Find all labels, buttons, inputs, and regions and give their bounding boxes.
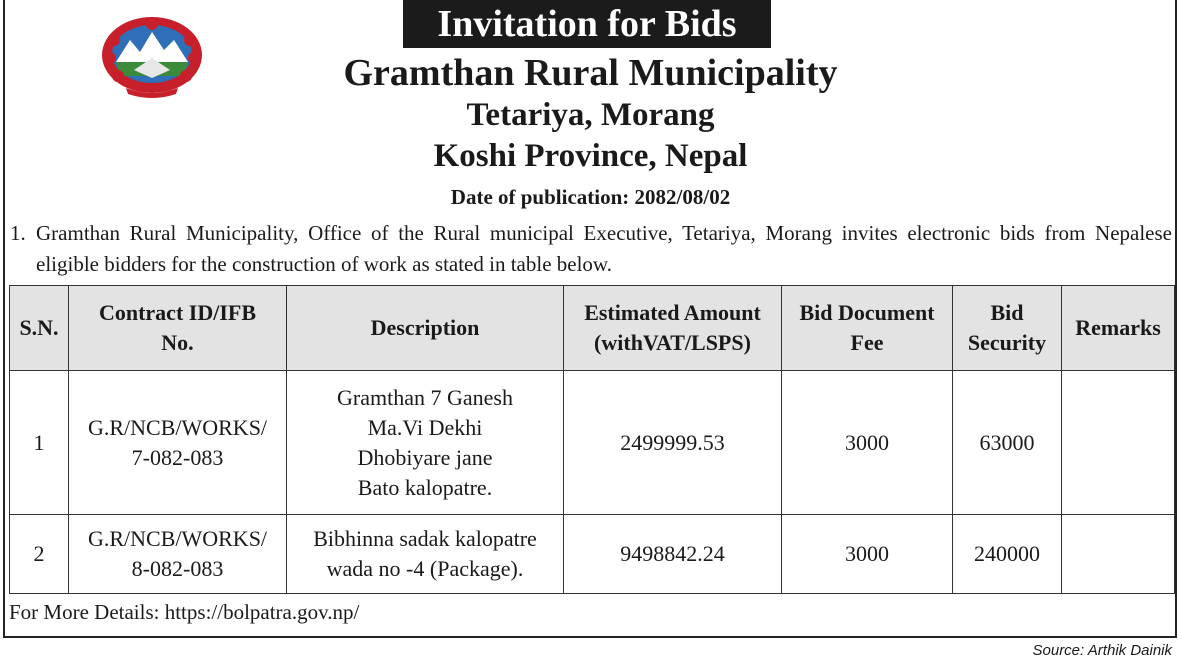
header-security-line2: Security xyxy=(967,330,1047,355)
cell-bid-security: 240000 xyxy=(953,515,1062,594)
cell-bid-document-fee: 3000 xyxy=(782,515,953,594)
header-fee-line2: Fee xyxy=(850,330,884,355)
contract-line1: G.R/NCB/WORKS/ xyxy=(87,414,268,440)
cell-estimated-amount: 9498842.24 xyxy=(564,515,782,594)
header-security-line1: Bid xyxy=(990,300,1024,325)
bids-table xyxy=(9,285,1175,594)
desc-line2: wada no -4 (Package). xyxy=(326,556,524,581)
header-amount-line2: (withVAT/LSPS) xyxy=(594,330,751,355)
desc-line1: Gramthan 7 Ganesh xyxy=(337,384,513,410)
cell-contract-id xyxy=(69,371,287,515)
publication-date: Date of publication: 2082/08/02 xyxy=(450,185,731,209)
header-contract-id xyxy=(69,286,287,371)
table-row xyxy=(10,371,1175,515)
province-line: Koshi Province, Nepal xyxy=(433,138,748,174)
organization-name: Gramthan Rural Municipality xyxy=(343,52,838,94)
cell-bid-document-fee: 3000 xyxy=(782,371,953,515)
desc-line4: Bato kalopatre. xyxy=(357,474,493,500)
cell-sn: 2 xyxy=(10,515,69,594)
header-contract-line2: No. xyxy=(161,330,194,355)
location-line: Tetariya, Morang xyxy=(466,97,715,133)
cell-description xyxy=(287,515,564,594)
header-amount-line1: Estimated Amount xyxy=(584,300,761,325)
desc-line2: Ma.Vi Dekhi xyxy=(367,414,483,440)
cell-sn: 1 xyxy=(10,371,69,515)
header-fee-line1: Bid Document xyxy=(799,300,935,325)
contract-line2: 7-082-083 xyxy=(131,444,224,470)
contract-line2: 8-082-083 xyxy=(131,556,224,581)
intro-text: Gramthan Rural Municipality, Office of the Rural municipal Executive, Tetariya, Morang invites electronic bids from Nepalese eligible bidders for the construction of work as stated in table below. xyxy=(36,221,1172,276)
header-bid-security xyxy=(953,286,1062,371)
header-description: Description xyxy=(287,286,564,371)
header-bid-document-fee xyxy=(782,286,953,371)
cell-bid-security: 63000 xyxy=(953,371,1062,515)
header-contract-line1: Contract ID/IFB xyxy=(98,300,257,325)
intro-number: 1. xyxy=(10,221,26,245)
desc-line3: Dhobiyare jane xyxy=(357,444,493,470)
header-remarks: Remarks xyxy=(1062,286,1175,371)
table-header-row xyxy=(10,286,1175,371)
desc-line1: Bibhinna sadak kalopatre xyxy=(313,526,537,551)
header-estimated-amount xyxy=(564,286,782,371)
cell-description xyxy=(287,371,564,515)
cell-remarks xyxy=(1062,371,1175,515)
notice-title: Invitation for Bids xyxy=(403,0,771,48)
table-row xyxy=(10,515,1175,594)
header-sn: S.N. xyxy=(10,286,69,371)
cell-estimated-amount: 2499999.53 xyxy=(564,371,782,515)
cell-remarks xyxy=(1062,515,1175,594)
more-details-text: For More Details: https://bolpatra.gov.np/ xyxy=(9,600,360,624)
intro-paragraph xyxy=(10,218,1172,280)
source-credit: Source: Arthik Dainik xyxy=(1032,642,1172,659)
contract-line1: G.R/NCB/WORKS/ xyxy=(87,526,268,551)
cell-contract-id xyxy=(69,515,287,594)
